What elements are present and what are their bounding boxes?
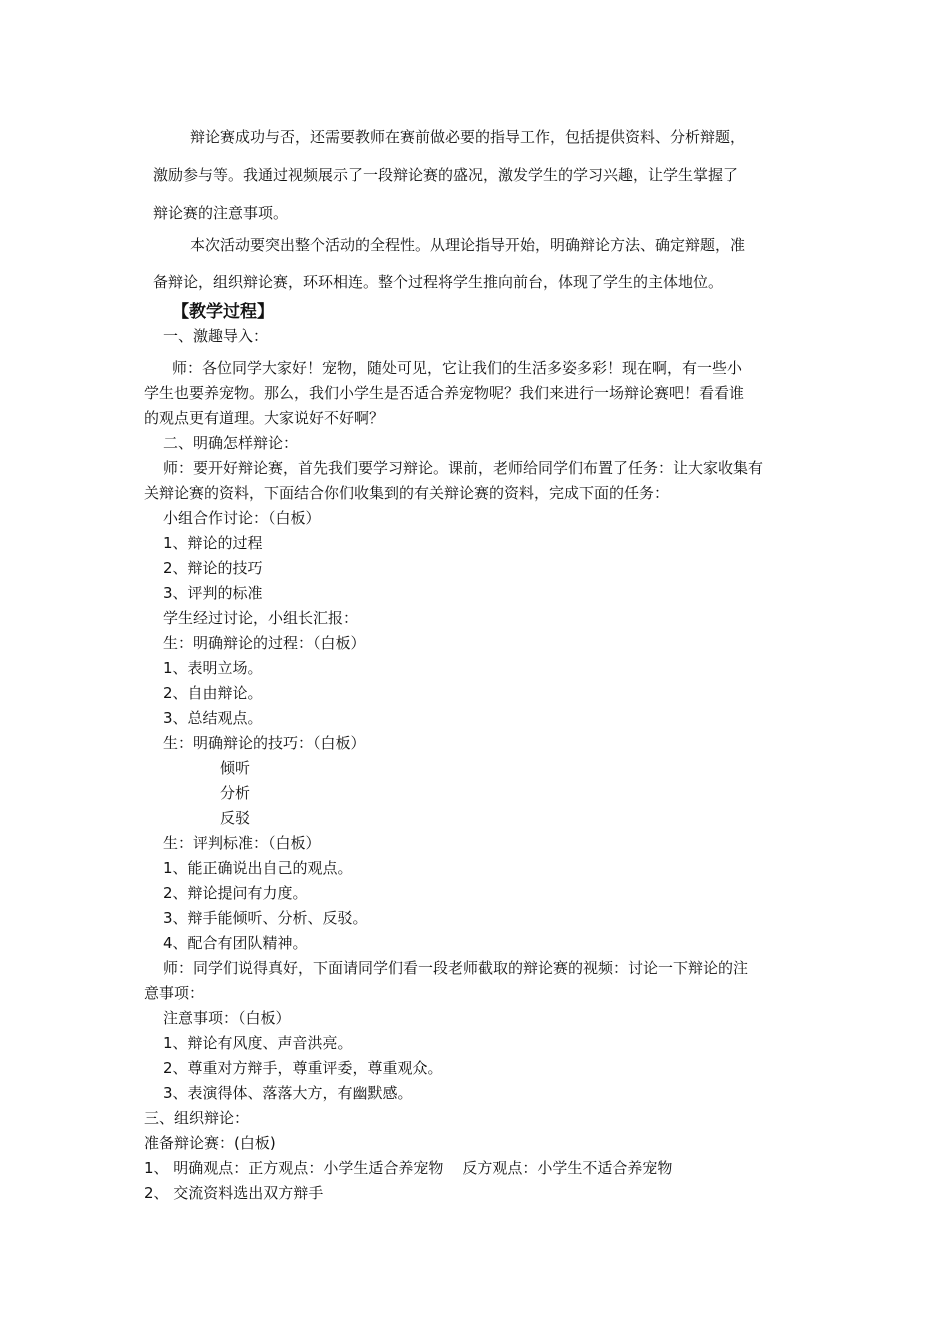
list-item: 1、辩论的过程 — [163, 534, 263, 552]
intro-line: 激励参与等。我通过视频展示了一段辩论赛的盛况，激发学生的学习兴趣，让学生掌握了 — [153, 166, 739, 184]
intro-line: 本次活动要突出整个活动的全程性。从理论指导开始，明确辩论方法、确定辩题，准 — [190, 236, 746, 254]
list-item: 4、配合有团队精神。 — [163, 934, 308, 952]
body-line: 生：评判标准：（白板） — [163, 834, 321, 852]
section-heading: 【教学过程】 — [172, 302, 274, 322]
body-line: 关辩论赛的资料，下面结合你们收集到的有关辩论赛的资料，完成下面的任务： — [144, 484, 670, 502]
list-item: 2、辩论的技巧 — [163, 559, 263, 577]
body-line: 师：同学们说得真好，下面请同学们看一段老师截取的辩论赛的视频：讨论一下辩论的注 — [163, 959, 749, 977]
body-line: 的观点更有道理。大家说好不好啊？ — [144, 409, 385, 427]
list-item: 反驳 — [220, 809, 251, 827]
list-item: 2、自由辩论。 — [163, 684, 263, 702]
intro-line: 辩论赛成功与否，还需要教师在赛前做必要的指导工作，包括提供资料、分析辩题， — [190, 128, 746, 146]
body-line: 师：要开好辩论赛，首先我们要学习辩论。课前，老师给同学们布置了任务：让大家收集有 — [163, 459, 764, 477]
body-line: 生：明确辩论的技巧：（白板） — [163, 734, 366, 752]
list-item: 3、辩手能倾听、分析、反驳。 — [163, 909, 368, 927]
intro-line: 备辩论，组织辩论赛，环环相连。整个过程将学生推向前台，体现了学生的主体地位。 — [153, 273, 724, 291]
list-item: 2、辩论提问有力度。 — [163, 884, 308, 902]
body-line: 师：各位同学大家好！宠物，随处可见，它让我们的生活多姿多彩！现在啊，有一些小 — [172, 359, 743, 377]
list-item: 1、辩论有风度、声音洪亮。 — [163, 1034, 353, 1052]
list-item: 3、总结观点。 — [163, 709, 263, 727]
list-item: 3、表演得体、落落大方，有幽默感。 — [163, 1084, 413, 1102]
body-line: 意事项： — [144, 984, 205, 1002]
body-line: 生：明确辩论的过程：（白板） — [163, 634, 366, 652]
body-line: 学生经过讨论，小组长汇报： — [163, 609, 359, 627]
body-line: 小组合作讨论：（白板） — [163, 509, 321, 527]
list-item: 1、能正确说出自己的观点。 — [163, 859, 353, 877]
section-title: 三、组织辩论： — [144, 1109, 250, 1127]
list-item: 1、表明立场。 — [163, 659, 263, 677]
body-line: 学生也要养宠物。那么，我们小学生是否适合养宠物呢？我们来进行一场辩论赛吧！看看谁 — [144, 384, 745, 402]
list-item: 2、尊重对方辩手，尊重评委，尊重观众。 — [163, 1059, 443, 1077]
section-title: 一、激趣导入： — [163, 327, 269, 345]
list-item: 3、评判的标准 — [163, 584, 263, 602]
body-line: 准备辩论赛：(白板) — [144, 1134, 276, 1152]
list-item: 倾听 — [220, 759, 251, 777]
list-item: 分析 — [220, 784, 251, 802]
intro-line: 辩论赛的注意事项。 — [153, 204, 289, 222]
section-title: 二、明确怎样辩论： — [163, 434, 299, 452]
list-item: 2、 交流资料选出双方辩手 — [144, 1184, 324, 1202]
body-line: 注意事项：（白板） — [163, 1009, 291, 1027]
list-item: 1、 明确观点：正方观点：小学生适合养宠物 反方观点：小学生不适合养宠物 — [144, 1159, 673, 1177]
